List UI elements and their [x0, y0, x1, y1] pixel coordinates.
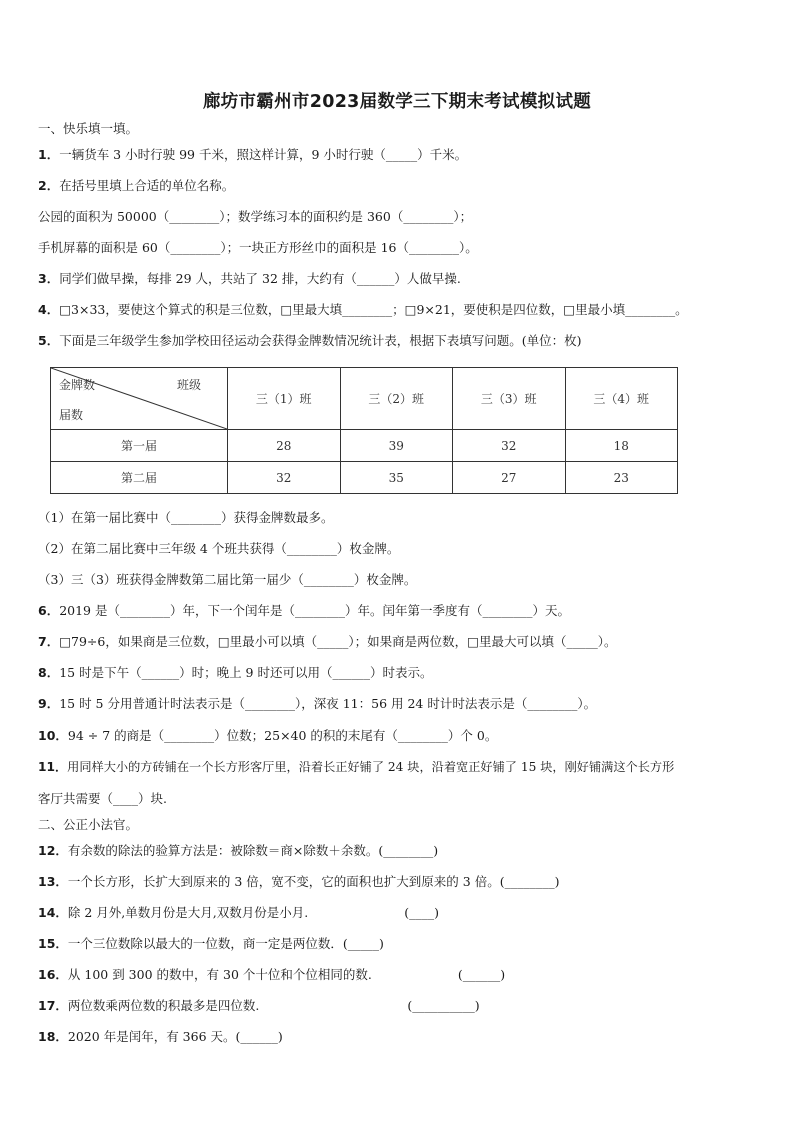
question-text: □3×33，要使这个算式的积是三位数，□里最大填________；□9×21，要使积是四位数，□里最小填________。 — [59, 302, 688, 317]
question-17 — [38, 997, 480, 1015]
section-heading-1: 一、快乐填一填。 — [38, 121, 139, 136]
question-number: 9． — [38, 696, 60, 711]
question-text: 从 100 到 300 的数中，有 30 个十位和个位相同的数. — [67, 967, 372, 982]
question-18 — [38, 1028, 283, 1046]
question-4 — [38, 301, 688, 319]
question-number: 15． — [38, 936, 68, 951]
diag-label-class: 班级 — [177, 378, 202, 392]
question-2-line-a: 公园的面积为 50000（________）；数学练习本的面积约是 360（________）； — [38, 209, 473, 224]
question-number: 1． — [38, 147, 60, 162]
question-text: 同学们做早操，每排 29 人，共站了 32 排，大约有（______）人做早操. — [59, 271, 461, 286]
question-text: 除 2 月外,单数月份是大月,双数月份是小月. — [67, 905, 309, 920]
question-text: 94 ÷ 7 的商是（________）位数；25×40 的积的末尾有（________）个 0。 — [67, 728, 498, 743]
column-header: 三（2）班 — [340, 368, 453, 430]
table-cell: 23 — [565, 462, 678, 494]
question-7 — [38, 633, 616, 651]
question-14 — [38, 904, 439, 922]
column-header: 三（3）班 — [453, 368, 566, 430]
table-cell: 18 — [565, 430, 678, 462]
diagonal-header-cell — [51, 368, 228, 430]
page-title: 廊坊市霸州市2023届数学三下期末考试模拟试题 — [202, 92, 592, 112]
question-text: 一个长方形，长扩大到原来的 3 倍，宽不变，它的面积也扩大到原来的 3 倍。(________) — [67, 874, 560, 889]
table-cell: 32 — [453, 430, 566, 462]
question-number: 13． — [38, 874, 68, 889]
question-3 — [38, 270, 461, 288]
question-5 — [38, 332, 581, 350]
question-text: 一个三位数除以最大的一位数，商一定是两位数．(_____) — [67, 936, 384, 951]
question-number: 11． — [38, 760, 68, 774]
question-2-line-b: 手机屏幕的面积是 60（________）；一块正方形丝巾的面积是 16（________）。 — [38, 240, 478, 255]
answer-blank: (____) — [404, 905, 439, 920]
question-10 — [38, 727, 497, 745]
table-row — [51, 430, 678, 462]
question-5-part-1: （1）在第一届比赛中（________）获得金牌数最多。 — [38, 510, 334, 525]
question-text: 下面是三年级学生参加学校田径运动会获得金牌数情况统计表，根据下表填写问题。(单位：枚) — [59, 333, 582, 348]
question-text: 一辆货车 3 小时行驶 99 千米，照这样计算，9 小时行驶（_____）千米。 — [59, 147, 468, 162]
question-number: 18． — [38, 1029, 68, 1044]
table-cell: 35 — [340, 462, 453, 494]
question-8 — [38, 664, 432, 682]
question-number: 4． — [38, 302, 60, 317]
question-number: 12． — [38, 843, 68, 858]
column-header: 三（4）班 — [565, 368, 678, 430]
question-16 — [38, 966, 505, 984]
question-number: 8． — [38, 665, 60, 680]
row-header: 第一届 — [51, 430, 228, 462]
question-number: 17． — [38, 998, 68, 1013]
question-number: 16． — [38, 967, 68, 982]
table-cell: 32 — [228, 462, 341, 494]
question-text: 在括号里填上合适的单位名称。 — [59, 178, 235, 193]
table-cell: 28 — [228, 430, 341, 462]
question-11-line-b: 客厅共需要（____）块. — [38, 791, 167, 806]
question-text: 有余数的除法的验算方法是：被除数＝商×除数＋余数。(________) — [67, 843, 439, 858]
table-cell: 39 — [340, 430, 453, 462]
question-number: 5． — [38, 333, 60, 348]
question-number: 7． — [38, 634, 60, 649]
question-text: 2020 年是闰年，有 366 天。(______) — [67, 1029, 283, 1044]
question-number: 14． — [38, 905, 68, 920]
question-text: 2019 是（________）年，下一个闰年是（________）年。闰年第一季度有（________）天。 — [59, 603, 570, 618]
question-1 — [38, 146, 467, 164]
question-5-part-2: （2）在第二届比赛中三年级 4 个班共获得（________）枚金牌。 — [38, 541, 400, 556]
question-text: 15 时 5 分用普通计时法表示是（________），深夜 11：56 用 24 时计时法表示是（________）。 — [59, 696, 597, 711]
question-number: 6． — [38, 603, 60, 618]
question-text: 15 时是下午（______）时；晚上 9 时还可以用（______）时表示。 — [59, 665, 433, 680]
question-13 — [38, 873, 559, 891]
diag-label-session: 届数 — [59, 408, 84, 422]
row-header: 第二届 — [51, 462, 228, 494]
question-number: 10． — [38, 728, 68, 743]
question-text: 用同样大小的方砖铺在一个长方形客厅里，沿着长正好铺了 24 块，沿着宽正好铺了 15 块，刚好铺满这个长方形 — [67, 760, 675, 774]
question-6 — [38, 602, 570, 620]
question-15 — [38, 935, 384, 953]
question-11 — [38, 758, 674, 776]
table-header-row — [51, 368, 678, 430]
question-text: □79÷6，如果商是三位数，□里最小可以填（_____）；如果商是两位数，□里最大可以填（_____）。 — [59, 634, 617, 649]
table-row — [51, 462, 678, 494]
question-2 — [38, 177, 234, 195]
answer-blank: (__________) — [407, 998, 480, 1013]
column-header: 三（1）班 — [228, 368, 341, 430]
diag-label-medals: 金牌数 — [59, 378, 96, 392]
question-12 — [38, 842, 438, 860]
question-text: 两位数乘两位数的积最多是四位数. — [67, 998, 260, 1013]
question-number: 2． — [38, 178, 60, 193]
question-5-part-3: （3）三（3）班获得金牌数第二届比第一届少（________）枚金牌。 — [38, 572, 417, 587]
question-9 — [38, 695, 596, 713]
table-cell: 27 — [453, 462, 566, 494]
answer-blank: (______) — [457, 967, 506, 982]
medal-table — [50, 367, 678, 494]
question-number: 3． — [38, 271, 60, 286]
section-heading-2: 二、公正小法官。 — [38, 817, 139, 832]
